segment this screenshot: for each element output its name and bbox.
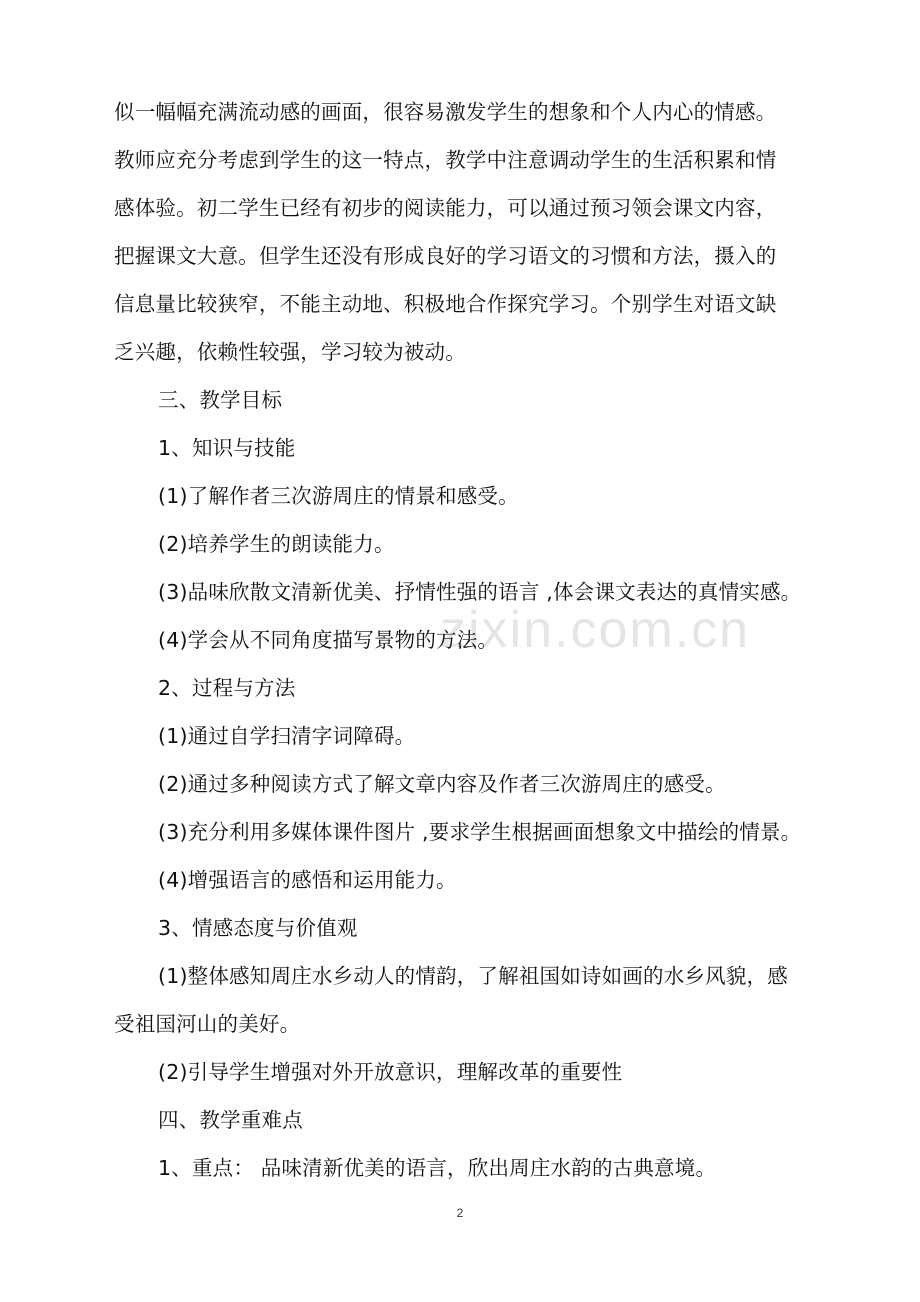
watermark: zixin.com.cn <box>440 601 751 659</box>
subsection-heading: 1、知识与技能 <box>158 436 296 460</box>
text-line: 感体验。初二学生已经有初步的阅读能力，可以通过预习领会课文内容， <box>114 196 777 220</box>
text-line: 信息量比较狭窄，不能主动地、积极地合作探究学习。个别学生对语文缺 <box>114 292 777 316</box>
list-item: (2)通过多种阅读方式了解文章内容及作者三次游周庄的感受。 <box>158 772 726 796</box>
page-number: 2 <box>456 1206 464 1220</box>
list-item: (4)增强语言的感悟和运用能力。 <box>158 868 457 892</box>
text-line: 似一幅幅充满流动感的画面，很容易激发学生的想象和个人内心的情感。 <box>114 100 777 124</box>
list-item: (1)通过自学扫清字词障碍。 <box>158 724 416 748</box>
list-item: (3)品味欣散文清新优美、抒情性强的语言 ,体会课文表达的真情实感。 <box>158 580 802 604</box>
section-heading: 三、教学目标 <box>158 388 283 412</box>
list-item: (1)了解作者三次游周庄的情景和感受。 <box>158 484 519 508</box>
subsection-heading: 2、过程与方法 <box>158 676 296 700</box>
list-item: (3)充分利用多媒体课件图片 ,要求学生根据画面想象文中描绘的情景。 <box>158 820 802 844</box>
subsection-heading: 1、重点： 品味清新优美的语言，欣出周庄水韵的古典意境。 <box>158 1156 717 1180</box>
section-heading: 四、教学重难点 <box>158 1108 303 1132</box>
list-item: (2)引导学生增强对外开放意识，理解改革的重要性 <box>158 1060 623 1084</box>
document-body <box>114 88 814 1192</box>
list-item: (1)整体感知周庄水乡动人的情韵，了解祖国如诗如画的水乡风貌，感 <box>158 964 788 988</box>
subsection-heading: 3、情感态度与价值观 <box>158 916 358 940</box>
text-line: 把握课文大意。但学生还没有形成良好的学习语文的习惯和方法，摄入的 <box>114 244 777 268</box>
text-line: 受祖国河山的美好。 <box>114 1012 301 1036</box>
list-item: (2)培养学生的朗读能力。 <box>158 532 395 556</box>
list-item: (4)学会从不同角度描写景物的方法。 <box>158 628 499 652</box>
text-line: 乏兴趣，依赖性较强，学习较为被动。 <box>114 340 466 364</box>
text-line: 教师应充分考虑到学生的这一特点，教学中注意调动学生的生活积累和情 <box>114 148 777 172</box>
